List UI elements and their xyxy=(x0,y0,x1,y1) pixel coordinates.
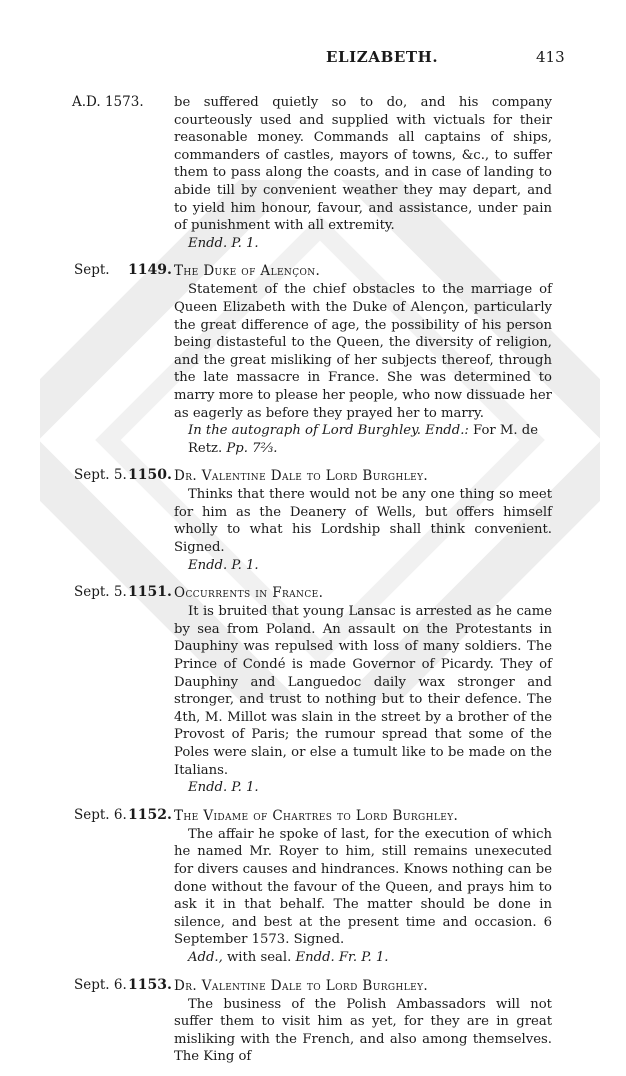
endorsement-plain: with seal. xyxy=(222,949,296,965)
entry-text: Statement of the chief obstacles to the marriage of Queen Elizabeth with the Duke of Alençon, particularly the great difference of age, the possibility of his person being distasteful to the Queen, the diversity of religion, and the great misliking of her subjects thereof, through the late massacre in France. She was determined to marry more to please her people, who now dissuade her as eagerly as before they prayed her to marry. xyxy=(174,282,552,421)
calendar-content xyxy=(0,94,626,1076)
entry-text: The affair he spoke of last, for the execution of which he named Mr. Royer to him, still remains unexecuted for divers causes and hindrances. Knows nothing can be done without the favour of the Queen, and prays him to ask it in that behalf. The matter should be done in silence, and best at the present time and occasion. 6 September 1573. Signed. xyxy=(174,826,552,948)
entry-number: 1152. xyxy=(128,806,172,823)
year-note: A.D. 1573. xyxy=(72,94,144,110)
entry-title: The Duke of Alençon. xyxy=(174,263,321,280)
entry-endorsement: Endd. P. 1. xyxy=(188,780,259,796)
endorsement-tail: Pp. 7⅔. xyxy=(222,440,278,456)
running-title: ELIZABETH. xyxy=(326,48,439,66)
endorsement-italic: Add., xyxy=(188,949,223,965)
entry-meta xyxy=(74,977,172,993)
entry-date: Sept. xyxy=(74,262,110,279)
endorsement-tail: Endd. Fr. P. 1. xyxy=(295,949,389,965)
entry-number: 1150. xyxy=(128,467,172,484)
entry-meta xyxy=(74,584,172,600)
entry-1150 xyxy=(0,467,626,574)
continuation-text: be suffered quietly so to do, and his company courteously used and supplied with victuals for their reasonable money. Commands all captains of ships, commanders of castles, mayors of towns, &c., to suffer them to pass along the coasts, and in case of landing to abide till by convenient weather they may depart, and to yield him honour, favour, and assistance, under pain of punishment with all extremity. xyxy=(174,95,552,234)
entry-number: 1149. xyxy=(128,262,172,279)
entry-title: The Vidame of Chartres to Lord Burghley. xyxy=(174,807,459,824)
endorsement-italic: In the autograph of Lord Burghley. Endd.: xyxy=(188,423,469,439)
entry-meta xyxy=(74,807,172,823)
entry-meta xyxy=(74,467,172,483)
entry-title: Dr. Valentine Dale to Lord Burghley. xyxy=(174,468,429,485)
entry-date: Sept. 5. xyxy=(74,467,127,484)
running-head xyxy=(0,48,626,72)
page-number: 413 xyxy=(536,48,565,66)
continuation-endorsement: Endd. P. 1. xyxy=(188,235,259,251)
entry-endorsement xyxy=(188,949,552,967)
entry-date: Sept. 6. xyxy=(74,806,127,823)
entry-1149 xyxy=(0,262,626,457)
entry-title: Occurrents in France. xyxy=(174,585,324,602)
entry-meta xyxy=(74,262,172,278)
entry-text: It is bruited that young Lansac is arrested as he came by sea from Poland. An assault on the Protestants in Dauphiny was repulsed with loss of many soldiers. The Prince of Condé is made Governor of Picardy. They of Dauphiny and Languedoc daily wax stronger and stronger, and trust to nothing but to their defence. The 4th, M. Millot was slain in the street by a brother of the Provost of Paris; the rumour spread that some of the Poles were slain, or else a tumult like to be made on the Italians. xyxy=(174,604,552,778)
entry-1151 xyxy=(0,584,626,797)
entry-1153 xyxy=(0,977,626,1066)
endorsement-plain: For M. de Retz. xyxy=(188,423,539,456)
entry-title: Dr. Valentine Dale to Lord Burghley. xyxy=(174,977,429,994)
entry-text: Thinks that there would not be any one thing so meet for him as the Deanery of Wells, but offers himself wholly to what his Lordship shall think convenient. Signed. xyxy=(174,487,552,556)
entry-date: Sept. 6. xyxy=(74,976,127,993)
entry-endorsement: Endd. P. 1. xyxy=(188,557,259,573)
entry-number: 1153. xyxy=(128,976,172,993)
entry-date: Sept. 5. xyxy=(74,584,127,601)
entry-1152 xyxy=(0,807,626,967)
entry-number: 1151. xyxy=(128,584,172,601)
entry-text: The business of the Polish Ambassadors will not suffer them to visit him as yet, for they are in great misliking with the French, and also among themselves. The King of xyxy=(174,996,552,1065)
continuation-entry xyxy=(0,94,626,252)
entry-endorsement xyxy=(188,422,552,457)
